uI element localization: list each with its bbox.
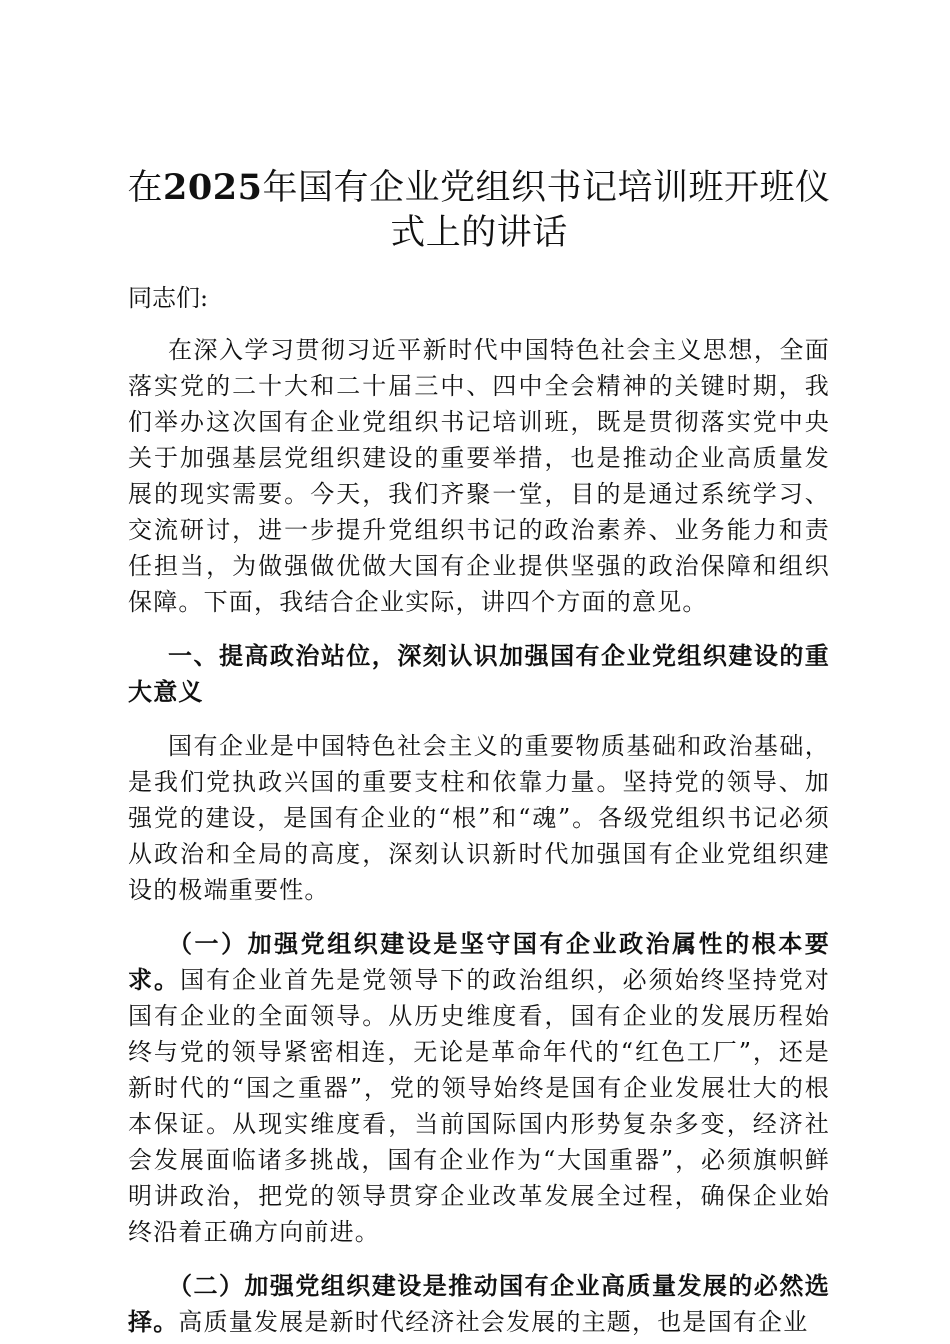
point-1-lead: （一）加强党组织建设是坚守国有企业政治属性的根本要求。 [128, 929, 830, 994]
point-2-body: 高质量发展是新时代经济社会发展的主题，也是国有企业 [178, 1308, 809, 1336]
section-heading-1: 一、提高政治站位，深刻认识加强国有企业党组织建设的重大意义 [128, 641, 830, 706]
title-prefix: 在 [127, 168, 164, 208]
intro-paragraph: 在深入学习贯彻习近平新时代中国特色社会主义思想，全面落实党的二十大和二十届三中、四中全会精神的关键时期，我们举办这次国有企业党组织书记培训班，既是贯彻落实党中央关于加强基层党组织建设的重要举措，也是推动企业高质量发展的现实需要。今天，我们齐聚一堂，目的是通过系统学习、交流研讨，进一步提升党组织书记的政治素养、业务能力和责任担当，为做强做优做大国有企业提供坚强的政治保障和组织保障。下面，我结合企业实际，讲四个方面的意见。 [128, 336, 830, 616]
point-2-paragraph [128, 1268, 830, 1340]
point-1-paragraph [128, 926, 830, 1250]
document-page [128, 165, 830, 1340]
point-2-lead: （二）加强党组织建设是推动国有企业高质量发展的必然选择。 [128, 1271, 830, 1336]
title-suffix: 年国有企业党组织书记培训班开班仪式上的讲话 [262, 168, 831, 253]
title-year: 2025 [163, 167, 263, 208]
salutation: 同志们: [128, 284, 209, 312]
point-1-body: 国有企业首先是党领导下的政治组织，必须始终坚持党对国有企业的全面领导。从历史维度看，国有企业的发展历程始终与党的领导紧密相连，无论是革命年代的“红色工厂”，还是新时代的“国之重器”，党的领导始终是国有企业发展壮大的根本保证。从现实维度看，当前国际国内形势复杂多变，经济社会发展面临诸多挑战，国有企业作为“大国重器”，必须旗帜鲜明讲政治，把党的领导贯穿企业改革发展全过程，确保企业始终沿着正确方向前进。 [128, 966, 830, 1246]
section-1-paragraph: 国有企业是中国特色社会主义的重要物质基础和政治基础，是我们党执政兴国的重要支柱和依靠力量。坚持党的领导、加强党的建设，是国有企业的“根”和“魂”。各级党组织书记必须从政治和全局的高度，深刻认识新时代加强国有企业党组织建设的极端重要性。 [128, 732, 830, 904]
document-title [118, 165, 840, 256]
